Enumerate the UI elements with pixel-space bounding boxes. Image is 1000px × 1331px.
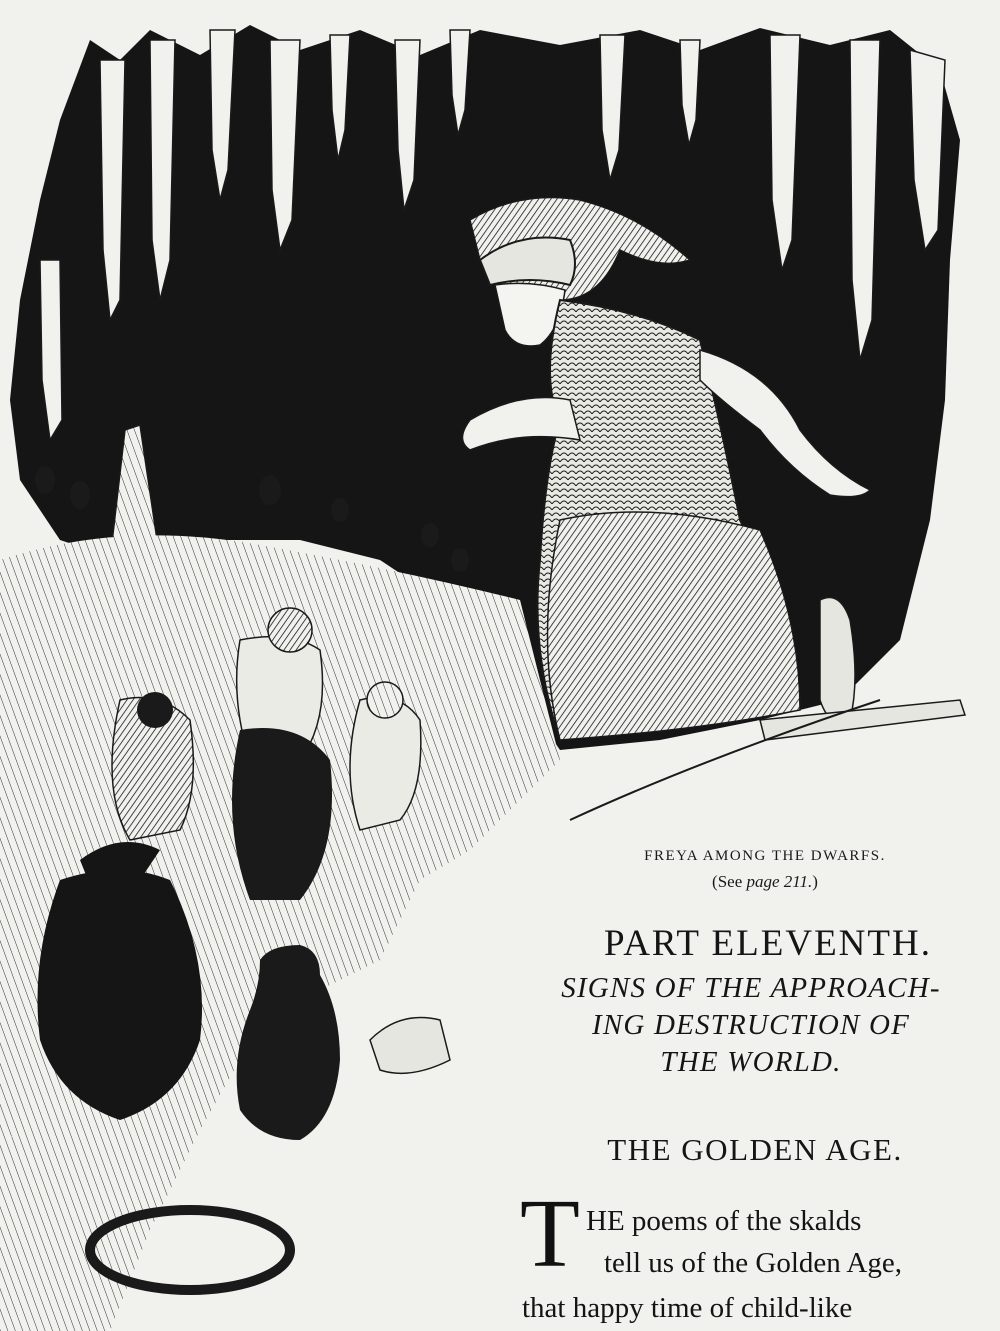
- illustration-caption: FREYA AMONG THE DWARFS.: [644, 848, 886, 864]
- section-heading: THE GOLDEN AGE.: [607, 1132, 903, 1167]
- caption-page-reference: (See page 211.): [712, 872, 818, 891]
- body-line-1: HE poems of the skalds: [586, 1205, 862, 1237]
- fallen-cup: [370, 1018, 450, 1074]
- body-line-3: that happy time of child-like: [522, 1292, 853, 1324]
- subtitle-line-2: ING DESTRUCTION OF: [591, 1009, 911, 1041]
- subtitle-line-3: THE WORLD.: [660, 1046, 842, 1078]
- part-heading: PART ELEVENTH.: [604, 923, 932, 964]
- subtitle-line-1: SIGNS OF THE APPROACH-: [561, 972, 941, 1004]
- part-subtitle: [506, 970, 996, 1081]
- drop-cap: T: [520, 1180, 580, 1288]
- body-line-2: tell us of the Golden Age,: [604, 1247, 903, 1279]
